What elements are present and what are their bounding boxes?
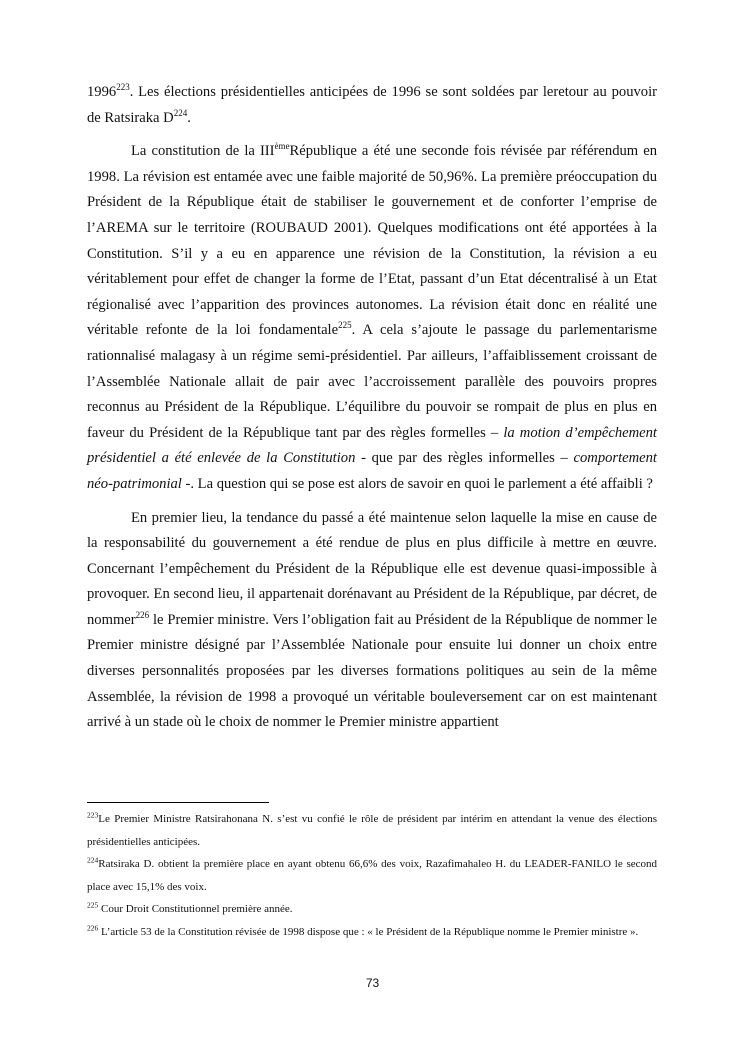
footnote-226 bbox=[87, 921, 657, 944]
footnote-text: Cour Droit Constitutionnel première année. bbox=[98, 903, 293, 915]
footnote-number: 226 bbox=[87, 922, 99, 932]
text-run: le Premier ministre. Vers l’obligation fait au Président de la République de nommer le Premier ministre désigné par l’Assemblée Nationale pour ensuite lui donner un choix entre diverses personnalités proposées par les diverses formations politiques au sein de la même Assemblée, la révision de 1998 a provoqué un véritable bouleversement car on est maintenant arrivé à un stade où le choix de nommer le Premier ministre appartient bbox=[87, 611, 657, 731]
text-run: -. La question qui se pose est alors de savoir en quoi le parlement a été affaibli ? bbox=[181, 475, 653, 492]
footnote-ref-225: 225 bbox=[338, 320, 352, 331]
text-run: . Les élections présidentielles anticipées de 1996 se sont soldées par leretour au pouvoir de Ratsiraka D bbox=[87, 84, 657, 126]
text-run: 1996 bbox=[87, 84, 117, 100]
paragraph-2 bbox=[87, 139, 657, 497]
footnote-ref-226: 226 bbox=[135, 610, 150, 621]
footnote-223 bbox=[87, 808, 657, 853]
text-run: . bbox=[187, 109, 191, 126]
footnote-text: Ratsiraka D. obtient la première place en ayant obtenu 66,6% des voix, Razafimahaleo H. du LEADER-FANILO le second place avec 15,1% des voix. bbox=[87, 858, 657, 893]
body-text bbox=[87, 80, 657, 744]
text-run: . A cela s’ajoute le passage du parlementarisme rationnalisé malagasy à un régime semi-présidentiel. Par ailleurs, l’affaiblissement croissant de l’Assemblée Nationale allait de pair avec l’accroissement parallèle des pouvoirs propres reconnus au Président de la République. L’équilibre du pouvoir se rompait de plus en plus en faveur du Président de la République tant par des règles formelles – bbox=[87, 322, 657, 441]
footnote-number: 224 bbox=[87, 855, 99, 865]
text-run: La constitution de la III bbox=[131, 143, 275, 160]
italic-text: la motion d’empêchement présidentiel a été enlevée de la Constitution bbox=[87, 424, 657, 467]
footnote-224 bbox=[87, 853, 657, 898]
footnote-ref-224: 224 bbox=[173, 107, 188, 118]
page-number: 73 bbox=[365, 976, 380, 990]
footnote-text: Le Premier Ministre Ratsirahonana N. s’est vu confié le rôle de président par intérim en attendant la venue des élections présidentielles anticipées. bbox=[87, 813, 657, 848]
footnote-225 bbox=[87, 898, 657, 921]
footnote-text: L’article 53 de la Constitution révisée de 1998 dispose que : « le Président de la République nomme le Premier ministre ». bbox=[98, 925, 639, 938]
superscript-eme: ème bbox=[274, 141, 290, 152]
footnote-ref-223: 223 bbox=[116, 82, 130, 93]
footnote-number: 223 bbox=[87, 810, 99, 820]
text-run: - que par des règles informelles – bbox=[355, 450, 574, 467]
text-run: En premier lieu, la tendance du passé a été maintenue selon laquelle la mise en cause de la responsabilité du gouvernement a été rendue de plus en plus difficile à mettre en œuvre. Concernant l’empêchement du Président de la République elle est devenue quasi-impossible à provoquer. En second lieu, il appartenait dorénavant au Président de la République, par décret, de nommer bbox=[87, 509, 657, 628]
italic-text: comportement néo-patrimonial bbox=[87, 450, 657, 492]
footnote-number: 225 bbox=[87, 900, 99, 910]
paragraph-3 bbox=[87, 506, 657, 736]
paragraph-1 bbox=[87, 80, 657, 131]
footnotes bbox=[87, 808, 657, 943]
text-run: République a été une seconde fois révisée par référendum en 1998. La révision est entamée avec une faible majorité de 50,96%. La première préoccupation du Président de la République était de stabiliser le gouvernement et de conforter l’emprise de l’AREMA sur le territoire (ROUBAUD 2001). Quelques modifications ont été apportées à la Constitution. S’il y a eu en apparence une révision de la Constitution, la révision a eu véritablement pour effet de changer la forme de l’Etat, passant d’un Etat décentralisé à un Etat régionalisé avec l’apparition des provinces autonomes. La révision était donc en réalité une véritable refonte de la loi fondamentale bbox=[87, 143, 657, 339]
footnote-separator bbox=[87, 802, 269, 803]
